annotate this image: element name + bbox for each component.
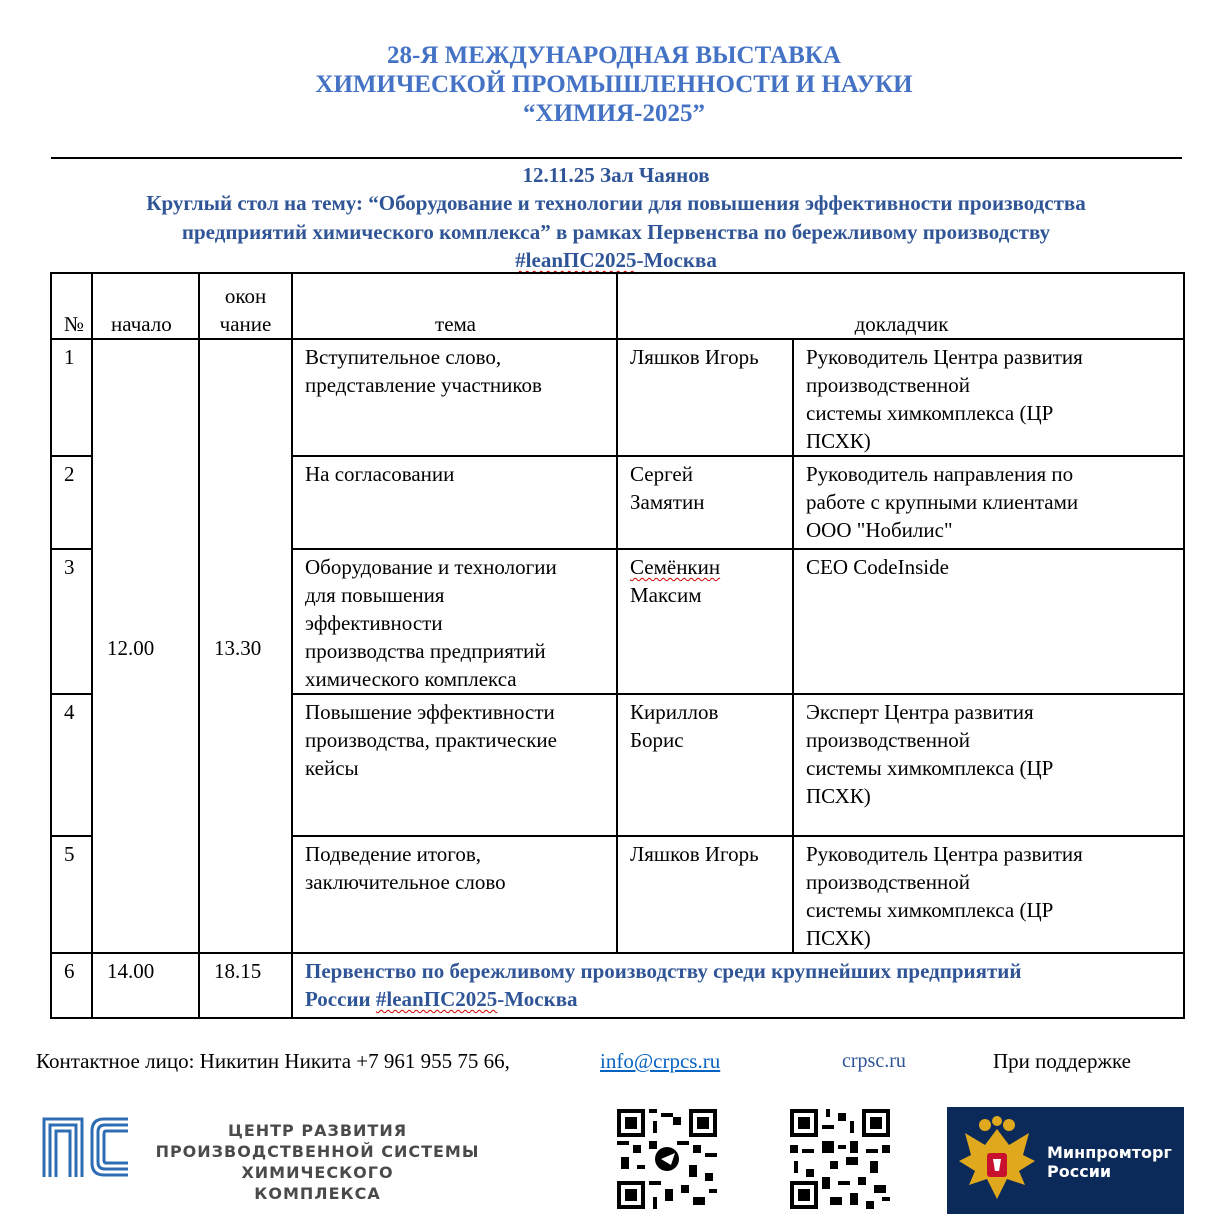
table-row-final (51, 953, 1184, 1018)
ps-logo-icon (42, 1117, 132, 1177)
row-num: 4 (51, 694, 92, 836)
session-date-hall: 12.11.25 Зал Чаянов (522, 163, 710, 187)
name-line: Сергей (630, 462, 693, 486)
row-speaker-name (617, 456, 793, 549)
role-line: ПСХК) (806, 429, 871, 453)
role-line: ООО "Нобилис" (806, 518, 953, 542)
session-end-time: 13.30 (199, 339, 292, 953)
hashtag-text: #leanПС2025 (515, 248, 637, 272)
final-text-line-1: Первенство по бережливому производству среди крупнейших предприятий (305, 959, 1022, 983)
ps-logo-text (150, 1120, 485, 1204)
final-text-suffix: -Москва (497, 987, 578, 1011)
header-start: начало (92, 273, 199, 339)
topic-line: Вступительное слово, (305, 345, 502, 369)
name-line: Замятин (630, 490, 705, 514)
final-end-time: 18.15 (199, 953, 292, 1018)
final-hashtag: #leanПС2025 (375, 987, 498, 1011)
row-speaker-role (793, 836, 1184, 953)
session-start-time: 12.00 (92, 339, 199, 953)
name-line: Ляшков Игорь (630, 842, 759, 866)
row-speaker-name (617, 694, 793, 836)
role-line: ПСХК) (806, 926, 871, 950)
website-link[interactable]: crpsc.ru (842, 1050, 906, 1072)
program-table (50, 272, 1185, 1019)
exhibition-title-line-1: 28-Я МЕЖДУНАРОДНАЯ ВЫСТАВКА (387, 42, 841, 69)
row-speaker-role (793, 456, 1184, 549)
header-topic: тема (292, 273, 617, 339)
row-topic (292, 339, 617, 456)
role-line: системы химкомплекса (ЦР (806, 401, 1054, 425)
role-line: Руководитель направления по (806, 462, 1074, 486)
role-line: производственной (806, 728, 970, 752)
topic-line: производства предприятий (305, 639, 546, 663)
name-line: Борис (630, 728, 684, 752)
name-line: Семёнкин (630, 555, 721, 579)
role-line: работе с крупными клиентами (806, 490, 1079, 514)
qr-code-icon (790, 1109, 890, 1209)
contact-person: Контактное лицо: Никитин Никита +7 961 955 75 66, (36, 1049, 510, 1073)
row-topic (292, 549, 617, 694)
row-speaker-name (617, 339, 793, 456)
topic-line: представление участников (305, 373, 542, 397)
support-label: При поддержке (993, 1049, 1131, 1073)
role-line: Руководитель Центра развития (806, 842, 1083, 866)
row-num: 2 (51, 456, 92, 549)
topic-line: кейсы (305, 756, 359, 780)
header-end-line-1: окон (224, 284, 267, 308)
table-header-row (51, 273, 1184, 339)
name-line: Кириллов (630, 700, 719, 724)
qr-code-icon (617, 1109, 717, 1209)
header-end-line-2: чание (219, 312, 272, 336)
row-speaker-role (793, 694, 1184, 836)
row-speaker-name (617, 836, 793, 953)
role-line: производственной (806, 870, 970, 894)
name-line: Максим (630, 583, 702, 607)
logo-text-line: КОМПЛЕКСА (254, 1184, 381, 1203)
role-line: Руководитель Центра развития (806, 345, 1083, 369)
role-line: системы химкомплекса (ЦР (806, 898, 1054, 922)
topic-line: Оборудование и технологии (305, 555, 557, 579)
row-speaker-role (793, 339, 1184, 456)
ministry-name-line: России (1047, 1162, 1112, 1181)
row-num: 1 (51, 339, 92, 456)
topic-line: производства, практические (305, 728, 557, 752)
row-topic (292, 694, 617, 836)
logo-text-line: ПРОИЗВОДСТВЕННОЙ СИСТЕМЫ (155, 1142, 480, 1161)
ministry-name-line: Минпромторг (1047, 1143, 1172, 1162)
row-speaker-name (617, 549, 793, 694)
header-num: № (51, 273, 92, 339)
topic-line: Подведение итогов, (305, 842, 482, 866)
final-event-text (292, 953, 1184, 1018)
ministry-logo (947, 1107, 1184, 1214)
final-text-prefix: России (305, 987, 376, 1011)
final-text-line-2 (305, 985, 1173, 1013)
session-topic-line-2: предприятий химического комплекса” в рамках Первенства по бережливому производству (181, 220, 1051, 244)
table-row (51, 339, 1184, 456)
row-num: 6 (51, 953, 92, 1018)
final-start-time: 14.00 (92, 953, 199, 1018)
role-line: системы химкомплекса (ЦР (806, 756, 1054, 780)
exhibition-title-line-2: ХИМИЧЕСКОЙ ПРОМЫШЛЕННОСТИ И НАУКИ (315, 71, 913, 98)
hashtag-suffix: -Москва (636, 248, 717, 272)
topic-line: На согласовании (305, 462, 455, 486)
header-speaker: докладчик (617, 273, 1184, 339)
row-topic (292, 456, 617, 549)
row-speaker-role (793, 549, 1184, 694)
session-topic-line-1: Круглый стол на тему: “Оборудование и технологии для повышения эффективности производства (146, 191, 1086, 215)
row-topic (292, 836, 617, 953)
topic-line: заключительное слово (305, 870, 506, 894)
role-line: Эксперт Центра развития (806, 700, 1034, 724)
role-line: производственной (806, 373, 970, 397)
topic-line: для повышения (305, 583, 445, 607)
header-divider (51, 157, 1182, 159)
session-hashtag (30, 246, 1202, 274)
topic-line: Повышение эффективности (305, 700, 555, 724)
row-num: 3 (51, 549, 92, 694)
exhibition-title-line-3: “ХИМИЯ-2025” (523, 100, 705, 127)
coat-of-arms-icon (955, 1115, 1039, 1207)
topic-line: химического комплекса (305, 667, 517, 691)
logo-text-line: ЦЕНТР РАЗВИТИЯ (227, 1121, 408, 1140)
ministry-name (1047, 1143, 1172, 1181)
row-num: 5 (51, 836, 92, 953)
header-end (199, 273, 292, 339)
topic-line: эффективности (305, 611, 443, 635)
name-line: Ляшков Игорь (630, 345, 759, 369)
role-line: ПСХК) (806, 784, 871, 808)
logo-text-line: ХИМИЧЕСКОГО (241, 1163, 394, 1182)
role-line: CEO CodeInside (806, 555, 949, 579)
contact-email-link[interactable]: info@crpcs.ru (600, 1049, 721, 1073)
